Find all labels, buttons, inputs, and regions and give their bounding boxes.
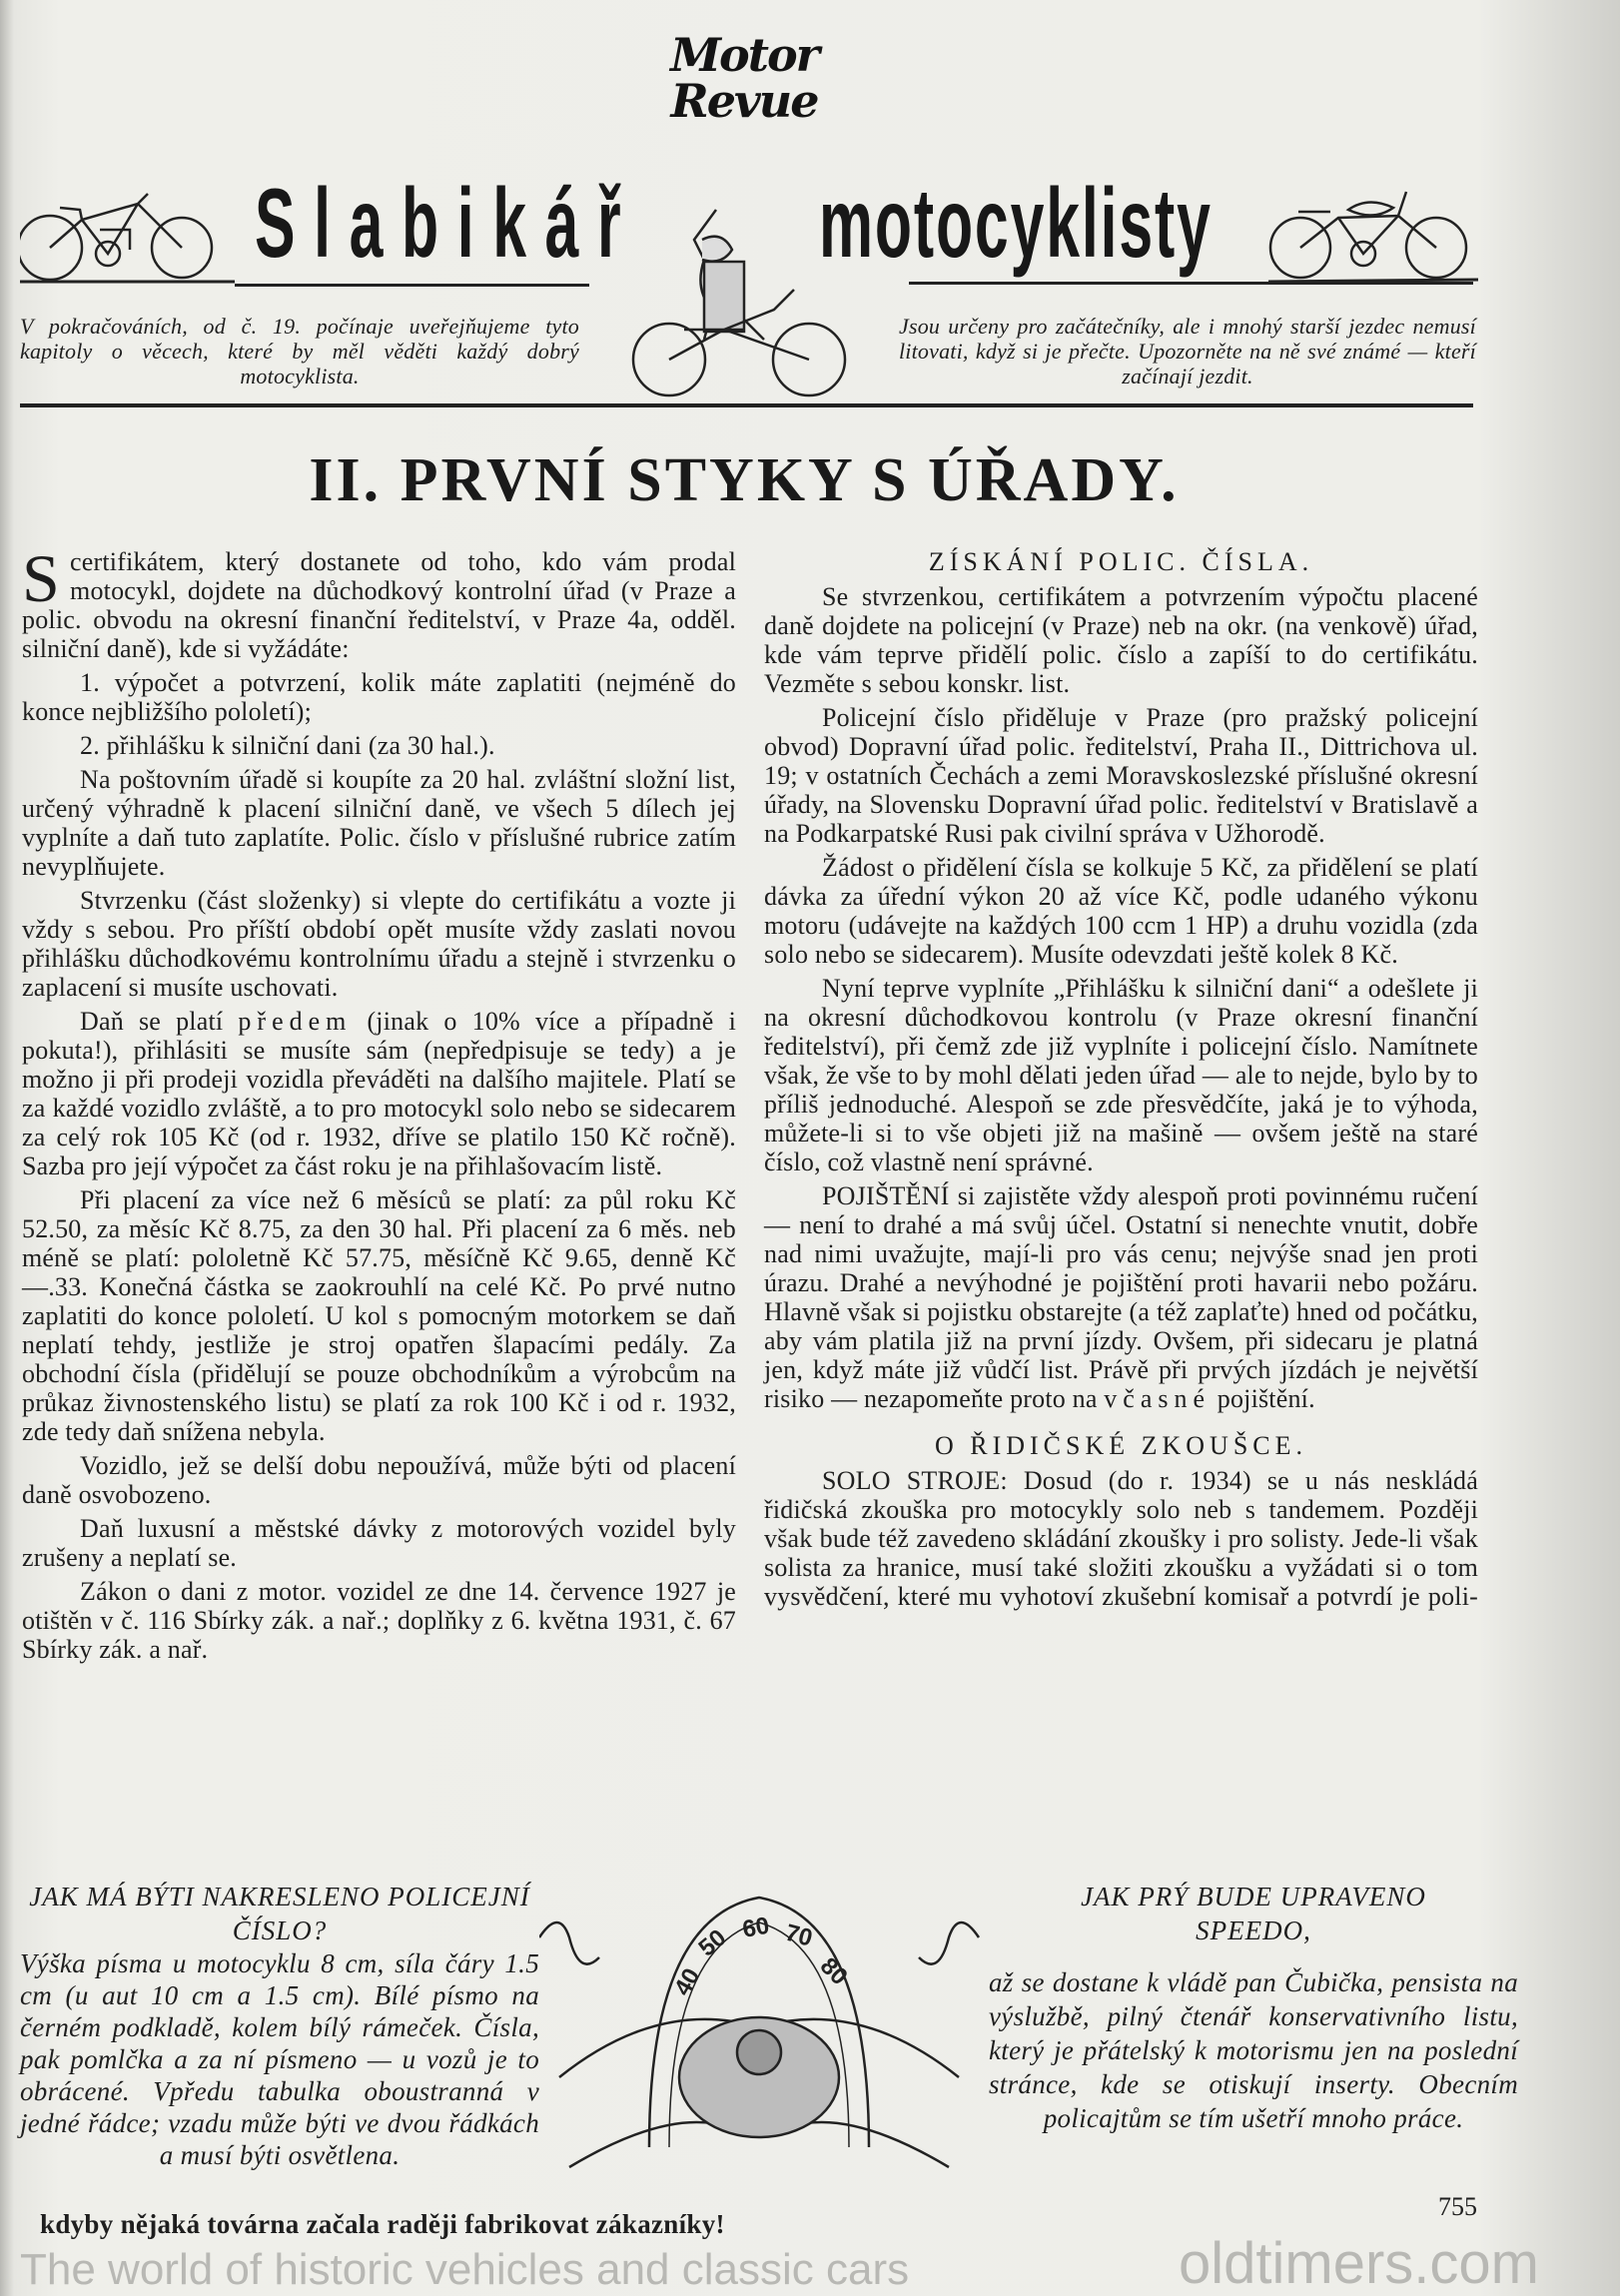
paragraph-luxus: Daň luxusní a městské dávky z motorových vozidel byly zrušeny a neplatí se.: [22, 1514, 736, 1572]
paragraph-intro: [22, 540, 736, 663]
logo-line-2: Revue: [670, 74, 818, 128]
paragraph: Žádost o přidělení čísla se kolkuje 5 Kč, za přidělení se platí dávka za úřední výkon 20 až více Kč, podle udaného výkonu motoru (udávejte na každých 100 ccm 1 HP) a druhu vozidla (zda solo nebo se sidecarem). Musíte odevzdati ještě kolek 8 Kč.: [764, 853, 1478, 969]
right-column: [764, 547, 1478, 1616]
paragraph-intro-text: certifikátem, který dostanete od toho, kdo vám prodal motocykl, dojdete na důchodkový kontrolní úřad (v Praze a polic. obvodu na okresní finanční ředitelství, v Praze 4a, odděl. silniční daně), kde si vyžádáte:: [22, 547, 736, 663]
paragraph: Se stvrzenkou, certifikátem a potvrzením výpočtu placené daně dojdete na policejní (v Praze) neb na okr. (na venkově) úřad, kde vám teprve přidělí polic. číslo a zapíší to do certifikátu. Vezměte s sebou konskr. list.: [764, 582, 1478, 698]
list-item: 2. přihlášku k silniční dani (za 30 hal.).: [80, 731, 495, 760]
speedo-cartoon: [539, 1878, 984, 2177]
series-title-word-1: Slabikář: [255, 168, 640, 278]
emphasis: včasné: [1104, 1384, 1212, 1413]
watermark-tagline: The world of historic vehicles and classic cars: [20, 2245, 910, 2294]
title-rule-left: [235, 284, 589, 287]
watermark-site: oldtimers.com: [1179, 2231, 1539, 2296]
paragraph-dan: [22, 1007, 736, 1180]
paragraph-placeni: Při placení za více než 6 měsíců se platí: za půl roku Kč 52.50, za měsíc Kč 8.75, za den 30 hal. Při placení za 6 měs. neb méně se platí: pololetně Kč 57.75, měsíčně Kč 9.65, denně Kč —.33. Konečná částka se zaokrouhlí na celé Kč. Po prvé nutno zaplatiti do konce pololetí. U kol s pomocným motorkem se daň neplatí tehdy, jestliže je stroj opatřen šlapacími pedály. Za obchodní čísla (přidělují se pouze obchodníkům a výrobcům na průkaz živnostenského listu) se platí za rok 100 Kč i od r. 1932, zde tedy daň snížena nebyla.: [22, 1185, 736, 1446]
motorbike-illustration-left: [20, 190, 235, 290]
intro-right: Jsou určeny pro začátečníky, ale i mnohý starší jezdec nemusí litovati, když si je přečte. Upozorněte na ně své známé — kteří začínají jezdit.: [899, 314, 1476, 388]
rider-illustration: [624, 200, 854, 404]
speedo-number: 50: [693, 1923, 732, 1962]
series-title-word-2: motocyklisty: [819, 168, 1213, 278]
list-item: 1. výpočet a potvrzení, kolik máte zaplatiti (nejméně do konce nejbližšího pololetí);: [22, 668, 736, 726]
paragraph-posta: Na poštovním úřadě si koupíte za 20 hal. zvláštní složní list, určený výhradně k placení silniční daně, ve všech 5 dílech jej vyplníte a daň tuto zaplatíte. Polic. číslo v příslušné rubrice zatím nevyplňujete.: [22, 765, 736, 881]
intro-left: V pokračováních, od č. 19. počínaje uveřejňujeme tyto kapitoly o věcech, které by měl věděti každý dobrý motocyklista.: [20, 314, 579, 388]
page-number: 755: [1438, 2192, 1477, 2221]
title-rule-right: [909, 282, 1473, 285]
dropcap: S: [22, 540, 61, 616]
header-rule: [20, 403, 1473, 407]
box-body: Výška písma u motocyklu 8 cm, síla čáry 1.5 cm (u aut 10 cm a 1.5 cm). Bílé písmo na černém podkladě, kolem bílý rámeček. Čísla, pak pomlčka a za ní písmeno — u vozů je to obrácené. Vpředu tabulka oboustranná v jedné řádce; vzadu může býti ve dvou řádkách a musí býti osvětlena.: [20, 1948, 539, 2170]
speedo-number: 40: [668, 1963, 706, 2000]
text: POJIŠTĚNÍ si zajistěte vždy alespoň proti povinnému ručení — není to drahé a má svůj účel. Ostatní si nenechte vnutit, dobře nad nimi uvažujte, mají-li pro vás cenu; nejvýše snad jen proti úrazu. Drahé a nevýhodné je pojištění proti havarii nebo požáru. Hlavně však si pojistku obstarejte (a též zaplaťte) hned od počátku, aby vám platila již na první jízdy. Ovšem, při sidecaru je platná jen, když máte již vůdčí list. Právě při prvých jízdách je největší risiko — nezapomeňte proto na: [764, 1181, 1478, 1413]
text: pojištění.: [1211, 1384, 1315, 1413]
paragraph: Nyní teprve vyplníte „Přihlášku k silniční dani“ a odešlete ji na okresní důchodkovou kontrolu (v Praze okresní finanční ředitelství), při čemž zde již vyplníte i policejní číslo. Namítnete však, že vše to by mohl dělati jeden úřad — ale to nejde, bylo by to příliš jednoduché. Alespoň se zde přesvědčíte, jaká je to výhoda, můžete-li si to vše objeti již na mašině — ovšem ještě na staré číslo, což vlastně není správné.: [764, 974, 1478, 1176]
text: Daň se platí: [80, 1007, 239, 1036]
emphasis: předem: [238, 1007, 353, 1036]
speedo-number: 60: [740, 1912, 772, 1943]
box-title: JAK PRÝ BUDE UPRAVENO SPEEDO,: [1081, 1882, 1426, 1945]
text: (jinak o 10% více a případně i pokuta!), přihlásiti se musíte sám (nepředpisuje se tedy) a je možno ji při prodeji vozidla převáděti na dalšího majitele. Platí se za každé vozidlo zvláště, a to pro motocykl solo nebo se sidecarem za celý rok 105 Kč (od r. 1932, dříve se platilo 150 Kč ročně). Sazba pro její výpočet za část roku je na přihlašovacím listě.: [22, 1007, 736, 1180]
motorbike-illustration-right: [1268, 190, 1483, 290]
box-police-number: [20, 1880, 539, 2171]
left-column: [22, 540, 736, 1669]
section-heading-zkouska: O ŘIDIČSKÉ ZKOUŠCE.: [934, 1431, 1308, 1460]
footer-punchline: kdyby nějaká továrna začala raději fabrikovat zákazníky!: [40, 2209, 725, 2239]
paragraph-pojisteni: [764, 1181, 1478, 1413]
section-heading-polic-cisla: ZÍSKÁNÍ POLIC. ČÍSLA.: [928, 547, 1314, 576]
box-title: JAK MÁ BÝTI NAKRESLENO POLICEJNÍ ČÍSLO?: [29, 1882, 530, 1945]
logo-line-1: Motor: [670, 28, 818, 82]
speedo-number: 80: [814, 1952, 853, 1991]
paragraph-zakon: Zákon o dani z motor. vozidel ze dne 14. července 1927 je otištěn v č. 116 Sbírky zák. a nař.; doplňky z 6. května 1931, č. 67 Sbírky zák. a nař.: [22, 1577, 736, 1664]
paragraph-vozidlo: Vozidlo, jež se delší dobu nepoužívá, může býti od placení daně osvobozeno.: [22, 1451, 736, 1509]
paragraph: Policejní číslo přiděluje v Praze (pro pražský policejní obvod) Dopravní úřad polic. ředitelství, Praha II., Dittrichova ul. 19; v ostatních Čechách a zemi Moravskoslezské příslušné okresní úřady, na Slovensku Dopravní úřad polic. ředitelství v Bratislavě a na Podkarpatské Rusi pak civilní správa v Užhorodě.: [764, 703, 1478, 848]
paragraph-solo: SOLO STROJE: Dosud (do r. 1934) se u nás neskládá řidičská zkouška pro motocykly solo neb s tandemem. Později však bude též zavedeno skládání zkoušky i pro solisty. Jede-li však solista za hranice, musí také složiti zkoušku a vyžádati si o tom vysvědčení, které mu vyhotoví zkušební komisař a potvrdí je poli-: [764, 1466, 1478, 1611]
speedo-number: 70: [782, 1918, 816, 1952]
article-headline: II. PRVNÍ STYKY S ÚŘADY.: [309, 446, 1180, 514]
box-speedo: [989, 1880, 1518, 2135]
masthead-logo: [654, 28, 834, 128]
paragraph-stvrzenka: Stvrzenku (část složenky) si vlepte do certifikátu a vozte ji vždy s sebou. Pro příští období opět musíte vždy zaslati novou přihlášku důchodkovému kontrolnímu úřadu a stejně i stvrzenku o zaplacení si musíte uschovati.: [22, 886, 736, 1002]
box-body: až se dostane k vládě pan Čubička, pensista na výslužbě, pilný čtenář konservativního listu, který je přátelský k motorismu jen na poslední stránce, kde se otiskují inserty. Obecním policajtům se tím ušetří mnoho práce.: [989, 1967, 1518, 2133]
